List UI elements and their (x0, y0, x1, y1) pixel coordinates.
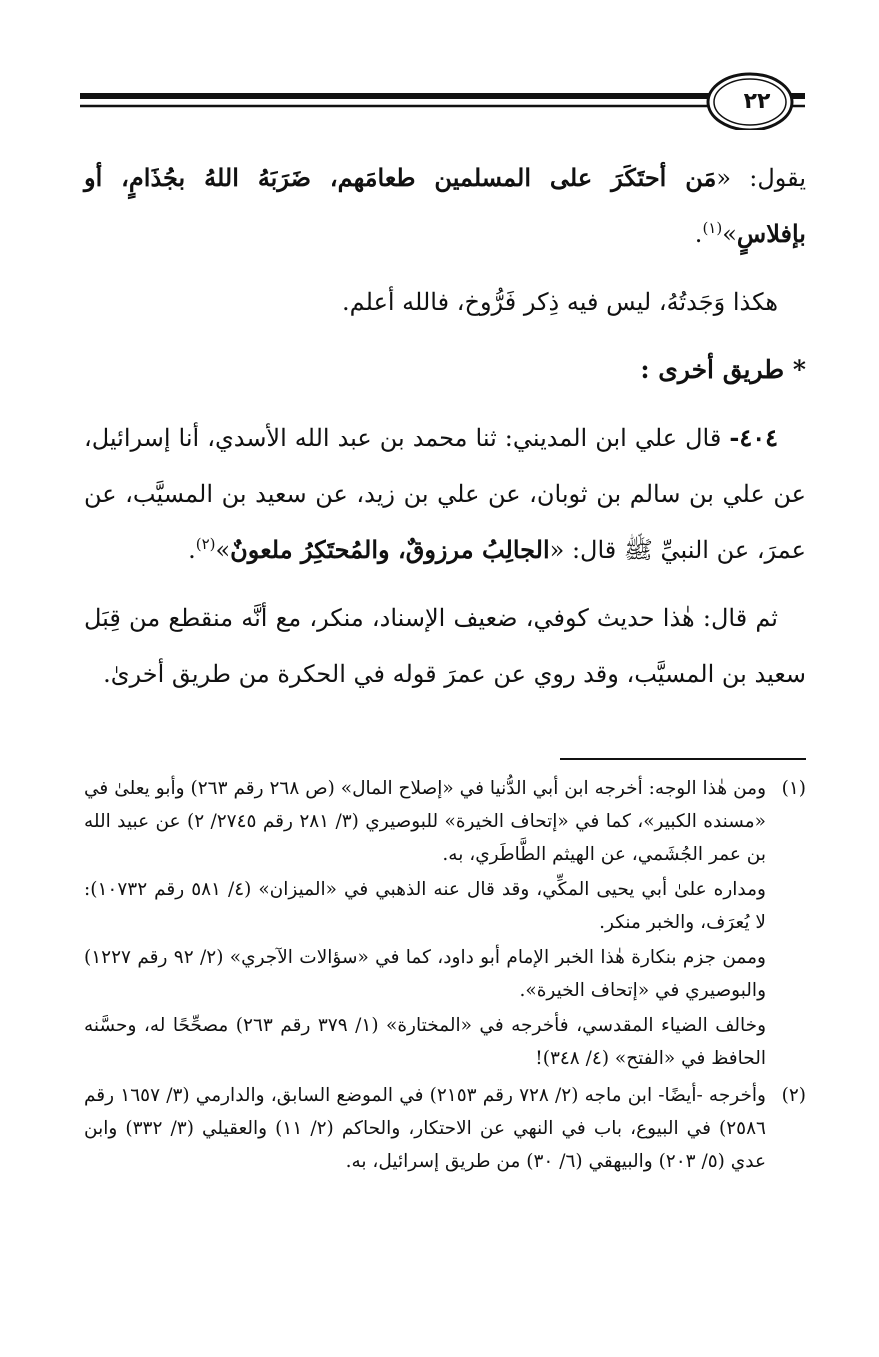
footnote-paragraph: ومن هٰذا الوجه: أخرجه ابن أبي الدُّنيا في «إصلاح المال» (ص ٢٦٨ رقم ٢٦٣) وأبو يعلىٰ في «مسنده الكبير»، كما في «إتحاف الخيرة» للبوصيري (٣/ ٢٨١ رقم ٢٧٤٥/ ٢) عن عبيد الله بن عمر الجُشَمي، عن الهيثم الطَّاطَري، به. (84, 778, 766, 865)
section-heading: * طريق أخرى : (640, 355, 806, 384)
footnote-number: (٢) (781, 1085, 806, 1106)
paragraph-2: هكذا وَجَدتُهُ، ليس فيه ذِكر فَرُّوخ، فالله أعلم. (342, 288, 778, 316)
period: . (188, 536, 196, 564)
paragraph-4: ثم قال: هٰذا حديث كوفي، ضعيف الإسناد، منكر، مع أنَّه منقطع من قِبَل سعيد بن المسيَّب، وقد روي عن عمرَ قوله في الحكرة من طريق أخرىٰ. (84, 604, 806, 688)
quote-close: » (722, 220, 737, 248)
quote-close: » (215, 536, 231, 564)
main-text (84, 150, 806, 714)
paragraph-3 (84, 410, 806, 578)
footnote-paragraph: وممن جزم بنكارة هٰذا الخبر الإمام أبو داود، كما في «سؤالات الآجري» (٢/ ٩٢ رقم ١٢٢٧) والبوصيري في «إتحاف الخيرة». (84, 947, 766, 1001)
footnote-2 (84, 1079, 806, 1180)
page-header (80, 70, 805, 130)
footnote-body (84, 1079, 766, 1180)
page-number: ٢٢ (743, 89, 771, 114)
hadith-text-1: مَن أحتَكَرَ على المسلمين طعامَهم، ضَرَبَهُ اللهُ بجُذَامٍ، أو بإفلاسٍ (84, 163, 806, 248)
footnote-body (84, 772, 766, 1077)
paragraph-1 (84, 150, 806, 262)
footnote-paragraph: وخالف الضياء المقدسي، فأخرجه في «المختارة» (١/ ٣٧٩ رقم ٢٦٣) مصحِّحًا له، وحسَّنه الحافظ في «الفتح» (٤/ ٣٤٨)! (84, 1015, 767, 1069)
footnotes (84, 772, 806, 1182)
hadith-number: ٤٠٤- (729, 423, 778, 452)
footnote-ref-2: (٢) (195, 535, 216, 553)
footnote-paragraph: ومداره علىٰ أبي يحيى المكِّي، وقد قال عنه الذهبي في «الميزان» (٤/ ٥٨١ رقم ١٠٧٣٢): لا يُعرَف، والخبر منكر. (84, 879, 766, 933)
quote-intro: يقول: « (716, 164, 806, 192)
footnote-divider (560, 758, 806, 760)
hadith-text-2: الجالِبُ مرزوقٌ، والمُحتَكِرُ ملعونٌ (230, 535, 550, 564)
footnote-paragraph: وأخرجه -أيضًا- ابن ماجه (٢/ ٧٢٨ رقم ٢١٥٣) في الموضع السابق، والدارمي (٣/ ١٦٥٧ رقم ٢٥٨٦) في البيوع، باب في النهي عن الاحتكار، والحاكم (٢/ ١١) والعقيلي (٣/ ٣٣٢) وابن عدي (٥/ ٢٠٣) والبيهقي (٦/ ٣٠) من طريق إسرائيل، به. (84, 1085, 766, 1172)
footnote-number: (١) (781, 778, 806, 799)
period: . (694, 220, 703, 248)
footnote-1 (84, 772, 806, 1077)
footnote-ref-1: (١) (702, 219, 723, 237)
header-rule (80, 70, 805, 130)
isnad-text: قال علي ابن المديني: ثنا محمد بن عبد الله الأسدي، أنا إسرائيل، عن علي بن سالم بن ثوبان، عن علي بن زيد، عن سعيد بن المسيَّب، عن عمرَ، عن النبيِّ ﷺ قال: « (84, 424, 807, 564)
